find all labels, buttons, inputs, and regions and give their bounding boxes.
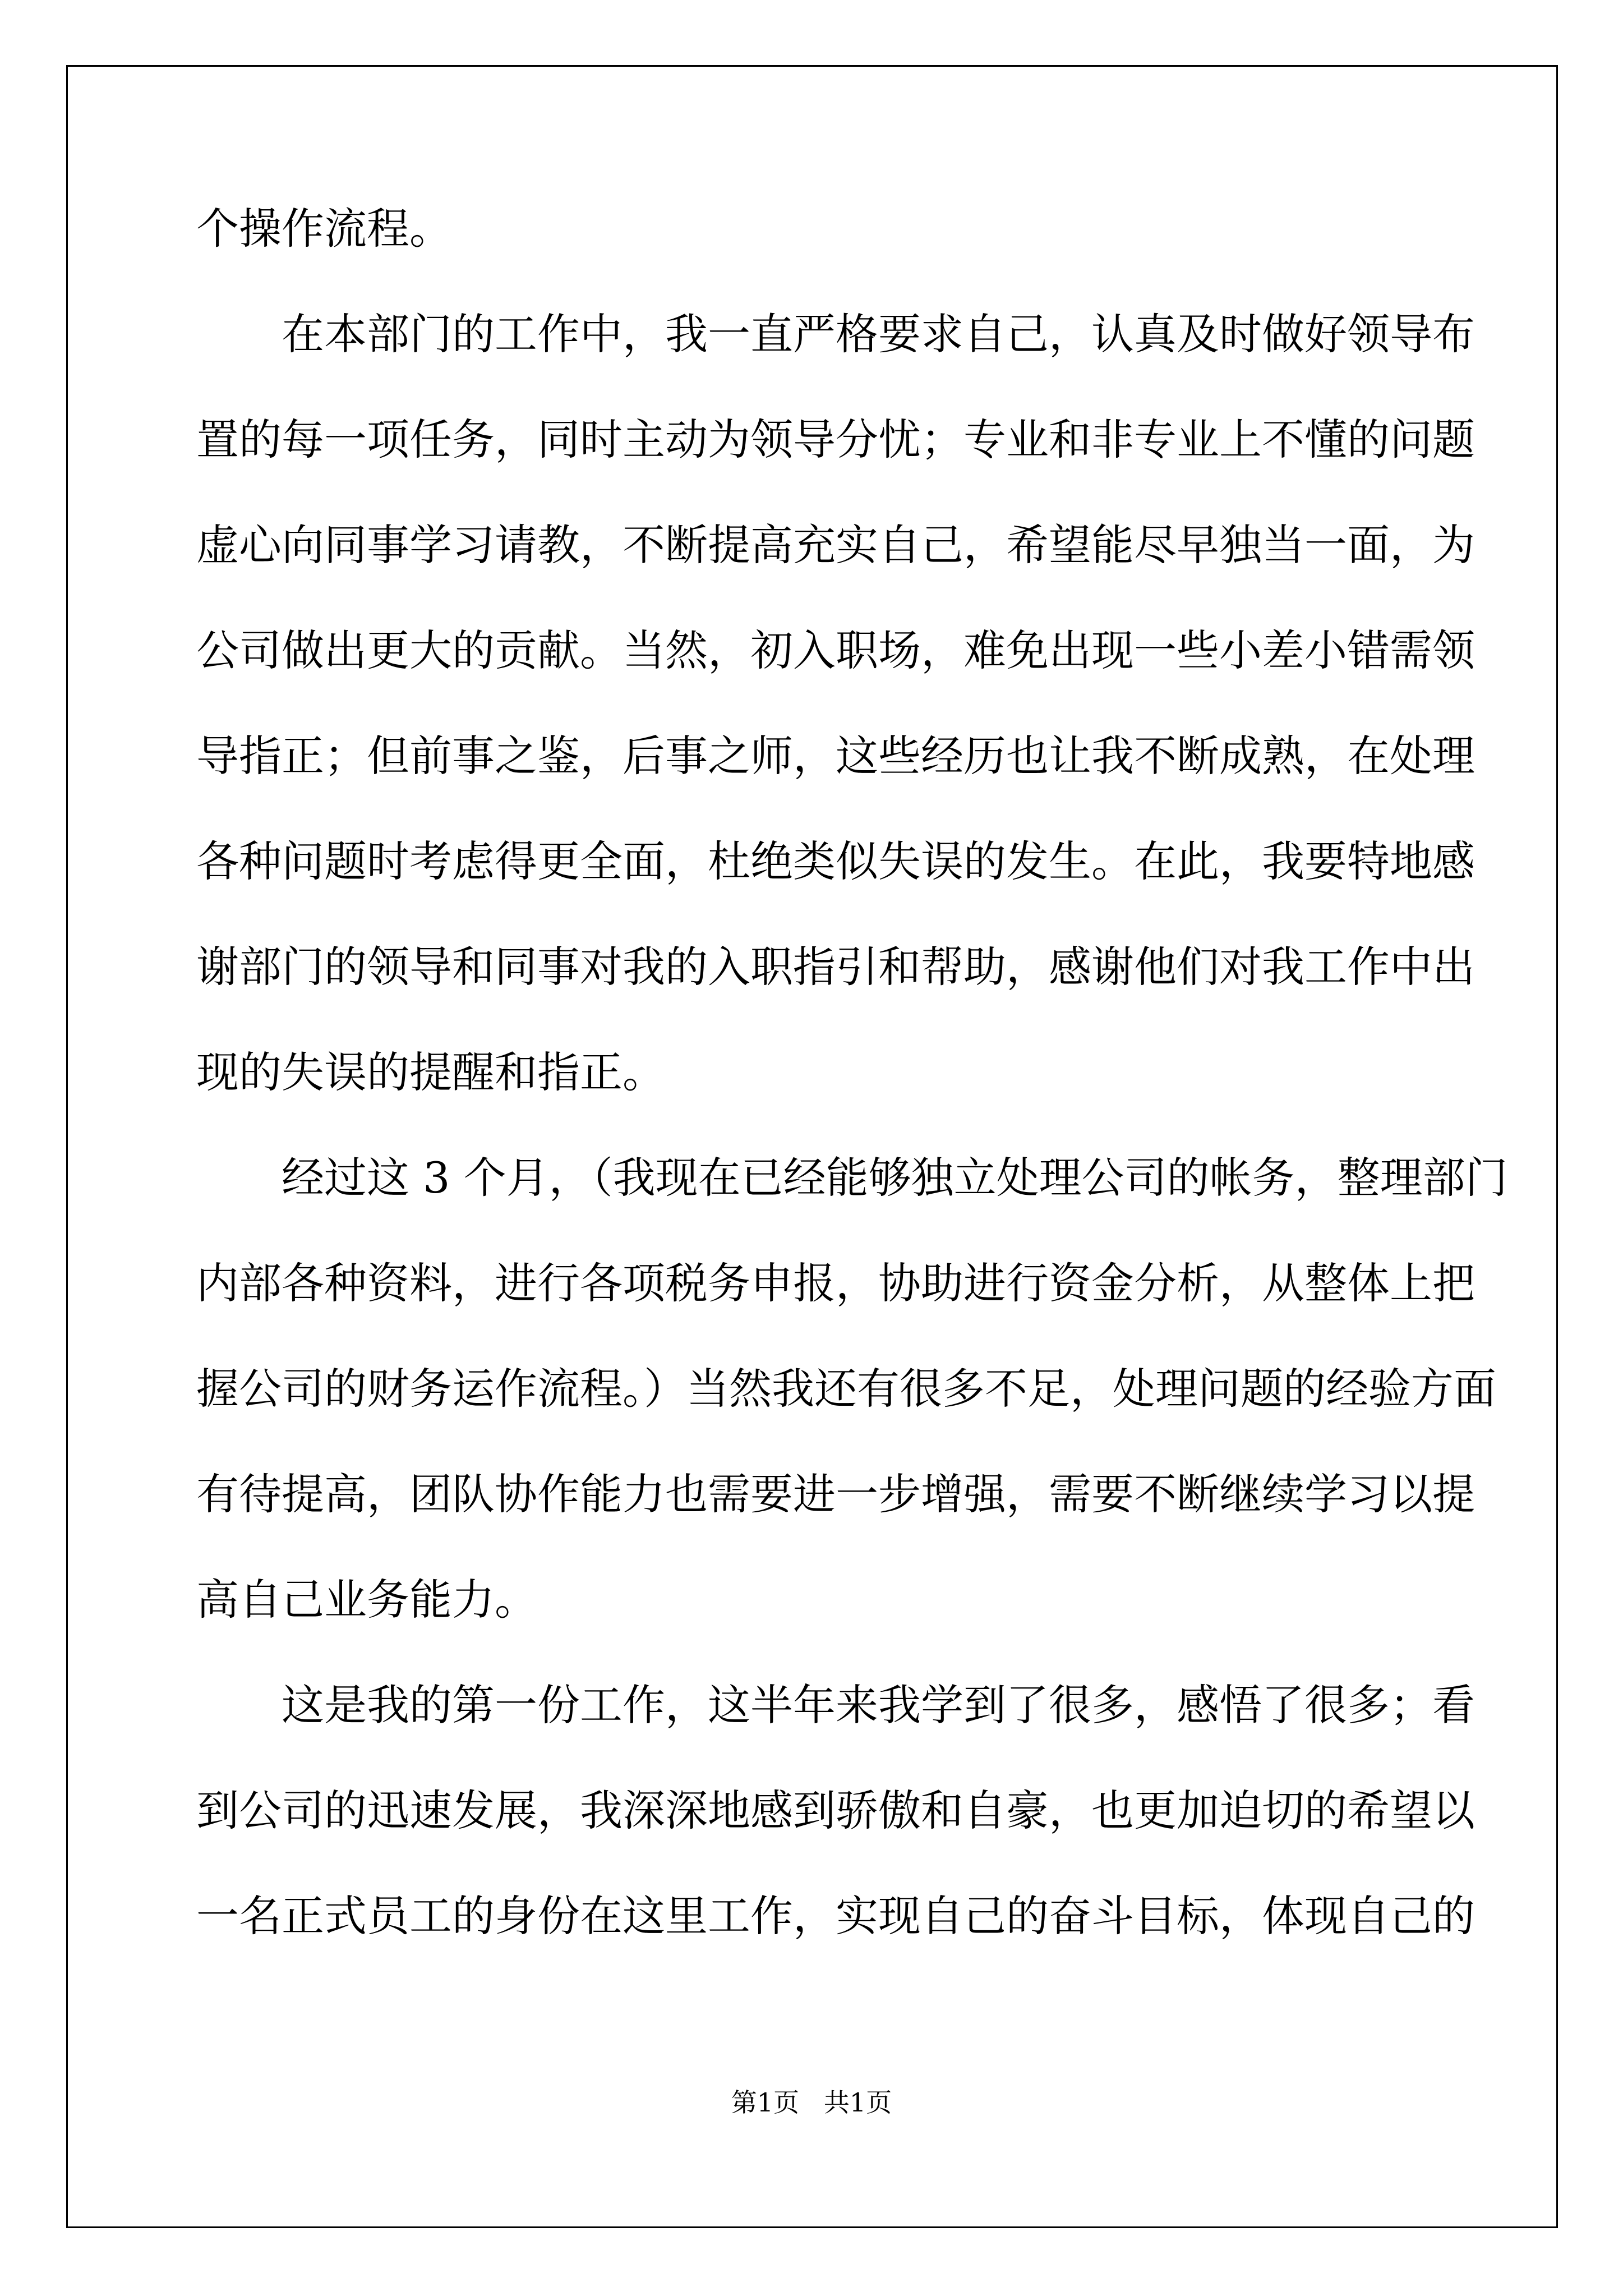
- paragraph-start-line: 经过这 3 个月，（我现在已经能够独立处理公司的帐务，整理部门: [282, 1153, 1508, 1203]
- text-line: 导指正；但前事之鉴，后事之师，这些经历也让我不断成熟，在处理: [196, 731, 1475, 781]
- text-line: 公司做出更大的贡献。当然，初入职场，难免出现一些小差小错需领: [196, 625, 1475, 675]
- text-line: 谢部门的领导和同事对我的入职指引和帮助，感谢他们对我工作中出: [196, 942, 1475, 992]
- paragraph-start-line: 这是我的第一份工作，这半年来我学到了很多，感悟了很多；看: [282, 1680, 1475, 1730]
- text-line: 握公司的财务运作流程。）当然我还有很多不足，处理问题的经验方面: [196, 1364, 1496, 1414]
- text-line: 现的失误的提醒和指正。: [196, 1047, 665, 1097]
- text-line: 内部各种资料，进行各项税务申报，协助进行资金分析，从整体上把: [196, 1258, 1475, 1308]
- text-line: 到公司的迅速发展，我深深地感到骄傲和自豪，也更加迫切的希望以: [196, 1786, 1475, 1835]
- text-line: 个操作流程。: [196, 204, 452, 254]
- text-line: 各种问题时考虑得更全面，杜绝类似失误的发生。在此，我要特地感: [196, 836, 1475, 886]
- text-line: 虚心向同事学习请教，不断提高充实自己，希望能尽早独当一面，为: [196, 520, 1475, 570]
- text-line: 一名正式员工的身份在这里工作，实现自己的奋斗目标，体现自己的: [196, 1891, 1475, 1941]
- document-body: [196, 204, 1508, 2000]
- text-line: 置的每一项任务，同时主动为领导分忧；专业和非专业上不懂的问题: [196, 415, 1475, 464]
- text-line: 有待提高，团队协作能力也需要进一步增强，需要不断继续学习以提: [196, 1469, 1475, 1519]
- text-line: 高自己业务能力。: [196, 1575, 537, 1625]
- page-footer: 第1页 共1页: [731, 2087, 892, 2118]
- paragraph-start-line: 在本部门的工作中，我一直严格要求自己，认真及时做好领导布: [282, 309, 1475, 359]
